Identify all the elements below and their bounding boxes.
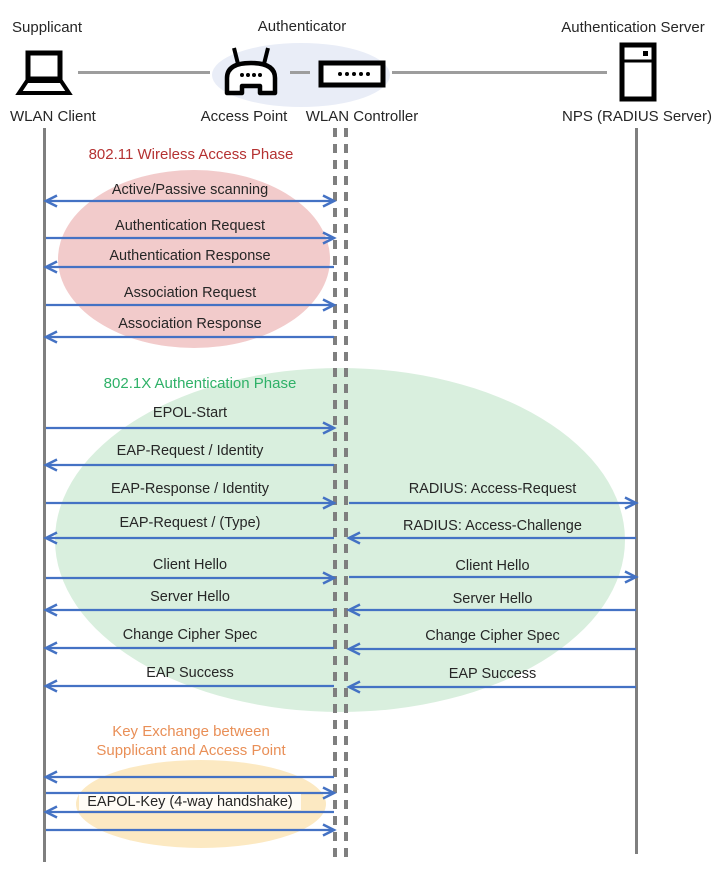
message-label — [52, 663, 328, 683]
message-arrow — [46, 498, 334, 509]
message-arrow — [46, 825, 334, 836]
message-arrow — [46, 533, 334, 544]
device-label-access-point: Access Point — [200, 108, 288, 125]
message-label — [52, 513, 328, 533]
device-label-wlan-client: WLAN Client — [10, 108, 96, 125]
message-label-text: Server Hello — [150, 589, 230, 605]
phase3-title-line1: Key Exchange between — [112, 723, 270, 740]
message-label-text: Server Hello — [452, 591, 533, 607]
message-label-text: EAP-Response / Identity — [111, 481, 269, 497]
message-arrow — [46, 460, 334, 471]
message-label — [355, 516, 630, 536]
phase3-title-line2: Supplicant and Access Point — [96, 742, 286, 759]
message-label — [52, 587, 328, 607]
phase2-title: 802.1X Authentication Phase — [103, 375, 297, 392]
message-label — [355, 626, 630, 646]
message-label-text: RADIUS: Access-Challenge — [403, 518, 582, 534]
message-label — [52, 792, 328, 812]
device-label-wlan-controller: WLAN Controller — [305, 108, 419, 125]
message-label-text: EAPOL-Key (4-way handshake) — [79, 794, 301, 810]
message-label — [52, 216, 328, 236]
message-label — [52, 246, 328, 266]
message-label — [355, 556, 630, 576]
message-label — [355, 589, 630, 609]
message-label — [355, 479, 630, 499]
message-label-text: Client Hello — [152, 557, 228, 573]
message-label — [52, 314, 328, 334]
message-label — [52, 479, 328, 499]
message-label — [52, 555, 328, 575]
message-label-text: Authentication Response — [109, 248, 271, 264]
message-label-text: RADIUS: Access-Request — [408, 481, 577, 497]
phase1-title: 802.11 Wireless Access Phase — [88, 146, 294, 163]
message-label-text: Association Request — [123, 285, 257, 301]
message-label-text: Change Cipher Spec — [425, 628, 560, 644]
message-label — [355, 664, 630, 684]
message-label-text: Authentication Request — [115, 218, 265, 234]
message-label-text: Active/Passive scanning — [111, 182, 269, 198]
device-label-nps-radius-server: NPS (RADIUS Server) — [561, 108, 713, 125]
message-label — [52, 283, 328, 303]
message-label-text: EAP Success — [448, 666, 537, 682]
message-label — [52, 625, 328, 645]
message-arrow — [349, 498, 636, 509]
message-label-text: Change Cipher Spec — [122, 627, 258, 643]
role-label-authentication-server: Authentication Server — [561, 19, 705, 36]
message-label-text: EAP-Request / Identity — [116, 443, 264, 459]
message-label — [52, 180, 328, 200]
message-arrow — [46, 772, 334, 783]
message-label-text: EAP Success — [146, 665, 234, 681]
message-arrow — [46, 423, 334, 434]
message-label — [52, 403, 328, 423]
message-label-text: EPOL-Start — [152, 405, 228, 421]
message-label-text: Association Response — [118, 316, 262, 332]
message-label-text: EAP-Request / (Type) — [119, 515, 261, 531]
role-label-authenticator: Authenticator — [257, 18, 347, 35]
message-label — [52, 441, 328, 461]
message-label-text: Client Hello — [455, 558, 530, 574]
role-label-supplicant: Supplicant — [12, 19, 83, 36]
